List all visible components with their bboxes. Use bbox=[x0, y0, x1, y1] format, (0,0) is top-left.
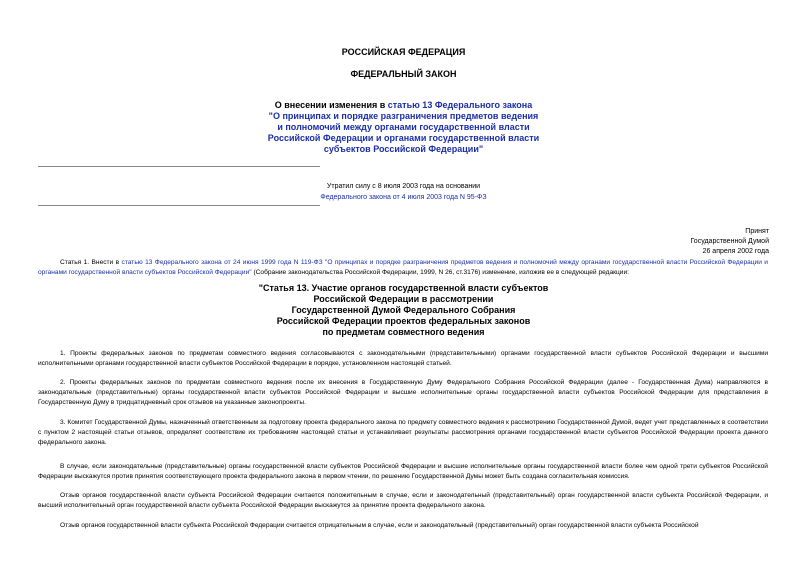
title-article-link[interactable]: статью 13 Федерального закона bbox=[387, 100, 533, 110]
article-13-title bbox=[0, 283, 807, 338]
paragraph-5: Отзыв органов государственной власти субъекта Российской Федерации считается положительным в случае, если и законодательный (представительный) орган государственной власти субъекта Российской Федерации, и высший исполнительный орган государственной власти субъекта Российской Федерации выскажутся за принятие проекта федерального закона. bbox=[38, 492, 768, 509]
adopted-date: 26 апреля 2002 года bbox=[702, 248, 769, 255]
paragraph-4: В случае, если законодательные (представительные) органы государственной власти субъектов Российской Федерации и высшие исполнительные органы государственной власти более чем одной трети субъектов Российской Федерации выскажутся против принятия соответствующего проекта федерального закона в первом чтении, по решению Государственной Думы может быть создана согласительная комиссия. bbox=[38, 463, 768, 480]
separator-line-top bbox=[38, 166, 320, 167]
article-1-suffix: (Собрание законодательства Российской Федерации, 1999, N 26, ст.3176) изменение, изложив ее в следующей редакции: bbox=[251, 269, 630, 276]
article-13-title-line-5: по предметам совместного ведения bbox=[322, 327, 485, 337]
title-line-2[interactable]: "О принципах и порядке разграничения предметов ведения bbox=[268, 111, 539, 121]
title-line-3[interactable]: и полномочий между органами государственной власти bbox=[277, 122, 530, 132]
law-type-heading: ФЕДЕРАЛЬНЫЙ ЗАКОН bbox=[350, 69, 457, 79]
article-13-title-line-4: Российской Федерации проектов федеральных законов bbox=[276, 316, 531, 326]
paragraph-1: 1. Проекты федеральных законов по предметам совместного ведения согласовываются с законодательными (представительными) органами государственной власти субъектов Российской Федерации и высшими исполнительными органами государственной власти субъектов Российской Федерации в порядке, установленном настоящей статьей. bbox=[38, 350, 768, 367]
title-line-4[interactable]: Российской Федерации и органами государственной власти bbox=[267, 133, 540, 143]
paragraph-3: 3. Комитет Государственной Думы, назначенный ответственным за подготовку проекта федерального закона по предмету совместного ведения к рассмотрению Государственной Думой, ведет учет представленных в соответствии с пунктом 2 настоящей статьи отзывов, определяет соответствие их требованиям настоящей статьи и устанавливает результаты рассмотрения органами государственной власти субъектов Российской Федерации проекта данного федерального закона. bbox=[38, 419, 768, 446]
law-title bbox=[0, 100, 807, 155]
country-heading: РОССИЙСКАЯ ФЕДЕРАЦИЯ bbox=[341, 47, 466, 57]
adopted-by: Государственной Думой bbox=[690, 238, 769, 245]
repeal-notice-text: Утратил силу с 8 июля 2003 года на основании bbox=[326, 183, 481, 190]
article-13-title-line-3: Государственной Думой Федерального Собрания bbox=[291, 305, 516, 315]
adopted-label: Принят bbox=[745, 228, 769, 235]
article-13-title-line-2: Российской Федерации в рассмотрении bbox=[313, 294, 494, 304]
separator-line-bottom bbox=[38, 205, 320, 206]
title-prefix: О внесении изменения в bbox=[274, 100, 388, 110]
adoption-block bbox=[690, 227, 769, 257]
article-1 bbox=[38, 258, 768, 278]
article-13-title-line-1: "Статья 13. Участие органов государственной власти субъектов bbox=[258, 283, 549, 293]
article-1-link[interactable]: статью 13 Федерального закона от 24 июня 1999 года N 119-ФЗ "О принципах и порядке разграничения предметов ведения и полномочий между органами государственной власти Российской Федерации и органами государственной власти субъектов Российской Федерации" bbox=[38, 259, 768, 276]
repeal-law-link[interactable]: Федерального закона от 4 июля 2003 года N 95-ФЗ bbox=[320, 194, 487, 201]
title-line-5[interactable]: субъектов Российской Федерации" bbox=[323, 144, 484, 154]
paragraph-2: 2. Проекты федеральных законов по предметам совместного ведения после их внесения в Государственную Думу Федерального Собрания Российской Федерации (далее - Государственная Дума) направляются в законодательные (представительные) органы государственной власти субъектов Российской Федерации и высшие исполнительные органы государственной власти субъектов Российской Федерации для представления в Государственную Думу в тридцатидневный срок отзывов на указанные законопроекты. bbox=[38, 379, 768, 406]
paragraph-6: Отзыв органов государственной власти субъекта Российской Федерации считается отрицательным в случае, если и законодательный (представительный) орган государственной власти субъекта Российской bbox=[60, 522, 699, 529]
repeal-notice bbox=[0, 181, 807, 203]
article-1-prefix: Статья 1. Внести в bbox=[60, 259, 122, 266]
